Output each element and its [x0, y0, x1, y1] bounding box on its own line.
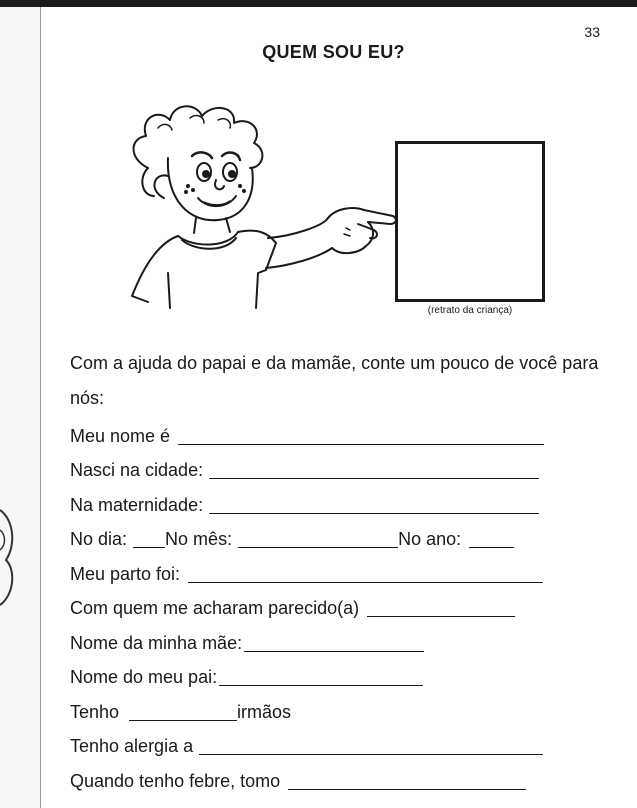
boy-pointing-illustration [118, 98, 398, 318]
field-label-month: No mês: [165, 529, 233, 549]
field-siblings [70, 692, 610, 727]
field-label: Nasci na cidade: [70, 460, 204, 480]
facing-page-drawing [0, 500, 20, 610]
page-number: 33 [584, 24, 600, 40]
field-city [70, 451, 610, 486]
field-label: Meu parto foi: [70, 563, 181, 584]
field-label-day: No dia: [70, 529, 128, 549]
answer-line[interactable] [129, 719, 237, 721]
answer-line-day[interactable] [133, 546, 165, 548]
portrait-caption: (retrato da criança) [427, 305, 513, 316]
answer-line[interactable] [367, 615, 515, 617]
page-title: QUEM SOU EU? [262, 42, 405, 62]
field-label: Tenho alergia a [70, 736, 194, 756]
field-label: Quando tenho febre, tomo [70, 770, 281, 791]
answer-line[interactable] [288, 788, 526, 790]
field-label: Com quem me acharam parecido(a) [70, 598, 360, 618]
field-maternity [70, 485, 610, 520]
answer-line[interactable] [209, 512, 539, 514]
facing-page-edge [0, 7, 40, 808]
field-label: Nome da minha mãe: [70, 632, 243, 653]
field-label-year: No ano: [398, 529, 462, 549]
answer-line[interactable] [178, 443, 544, 445]
field-label-after: irmãos [237, 701, 292, 722]
answer-line[interactable] [199, 753, 543, 755]
portrait-frame [395, 141, 545, 302]
field-date [70, 520, 610, 555]
field-allergy [70, 727, 610, 762]
field-label: Nome do meu pai: [70, 667, 218, 687]
answer-line-year[interactable] [469, 546, 514, 548]
questionnaire [70, 346, 610, 796]
answer-line-month[interactable] [238, 546, 398, 548]
answer-line[interactable] [188, 581, 543, 583]
field-label: Tenho [70, 701, 120, 722]
field-father [70, 658, 610, 693]
page-top-edge [0, 0, 637, 7]
field-birth [70, 554, 610, 589]
answer-line[interactable] [219, 684, 423, 686]
answer-line[interactable] [244, 650, 424, 652]
field-label: Na maternidade: [70, 494, 204, 515]
field-label: Meu nome é [70, 425, 171, 446]
field-fever [70, 761, 610, 796]
field-resemblance [70, 589, 610, 624]
field-mother [70, 623, 610, 658]
page-gutter [40, 7, 41, 808]
answer-line[interactable] [209, 477, 539, 479]
field-name [70, 416, 610, 451]
intro-text: Com a ajuda do papai e da mamãe, conte um pouco de você para nós: [70, 353, 599, 408]
